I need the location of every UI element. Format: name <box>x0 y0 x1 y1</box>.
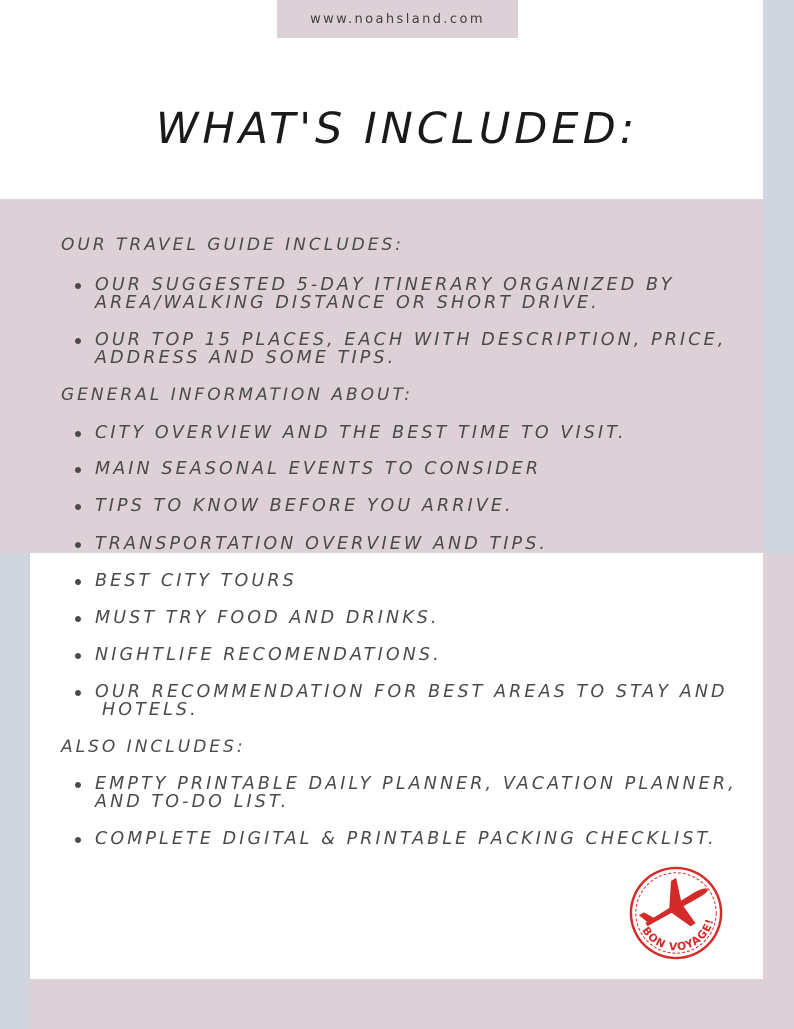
bullet-icon <box>75 542 81 548</box>
list-item: MUST TRY FOOD AND DRINKS. <box>95 608 440 628</box>
bullet-icon <box>75 504 81 510</box>
bullet-icon <box>75 837 81 843</box>
bullet-icon <box>75 338 81 344</box>
list-item: OUR TOP 15 PLACES, EACH WITH DESCRIPTION, PRICE, <box>95 330 727 350</box>
list-item: TIPS TO KNOW BEFORE YOU ARRIVE. <box>95 496 514 516</box>
section-heading: ALSO INCLUDES: <box>61 737 246 757</box>
list-item: BEST CITY TOURS <box>95 571 297 591</box>
list-item: COMPLETE DIGITAL & PRINTABLE PACKING CHECKLIST. <box>95 829 717 849</box>
bon-voyage-stamp <box>627 864 725 962</box>
stamp-text: BON VOYAGE! <box>639 916 717 954</box>
page-title: WHAT'S INCLUDED: <box>155 104 639 154</box>
bullet-icon <box>75 782 81 788</box>
website-url: www.noahsland.com <box>310 11 485 27</box>
list-item: NIGHTLIFE RECOMENDATIONS. <box>95 645 442 665</box>
bullet-icon <box>75 283 81 289</box>
list-item: EMPTY PRINTABLE DAILY PLANNER, VACATION PLANNER, <box>95 774 737 794</box>
bullet-icon <box>75 690 81 696</box>
list-item-continuation: AND TO-DO LIST. <box>95 792 290 812</box>
section-heading: GENERAL INFORMATION ABOUT: <box>61 385 414 405</box>
bullet-icon <box>75 653 81 659</box>
list-item-continuation: HOTELS. <box>102 700 199 720</box>
bullet-icon <box>75 579 81 585</box>
bullet-icon <box>75 467 81 473</box>
list-item: TRANSPORTATION OVERVIEW AND TIPS. <box>95 534 549 554</box>
list-item-continuation: ADDRESS AND SOME TIPS. <box>95 348 397 368</box>
list-item-continuation: AREA/WALKING DISTANCE OR SHORT DRIVE. <box>95 293 600 313</box>
list-item: OUR SUGGESTED 5-DAY ITINERARY ORGANIZED BY <box>95 275 675 295</box>
list-item: CITY OVERVIEW AND THE BEST TIME TO VISIT. <box>95 423 627 443</box>
list-item: OUR RECOMMENDATION FOR BEST AREAS TO STAY AND <box>95 682 728 702</box>
list-item: MAIN SEASONAL EVENTS TO CONSIDER <box>95 459 542 479</box>
bullet-icon <box>75 616 81 622</box>
section-heading: OUR TRAVEL GUIDE INCLUDES: <box>61 235 404 255</box>
bullet-icon <box>75 431 81 437</box>
